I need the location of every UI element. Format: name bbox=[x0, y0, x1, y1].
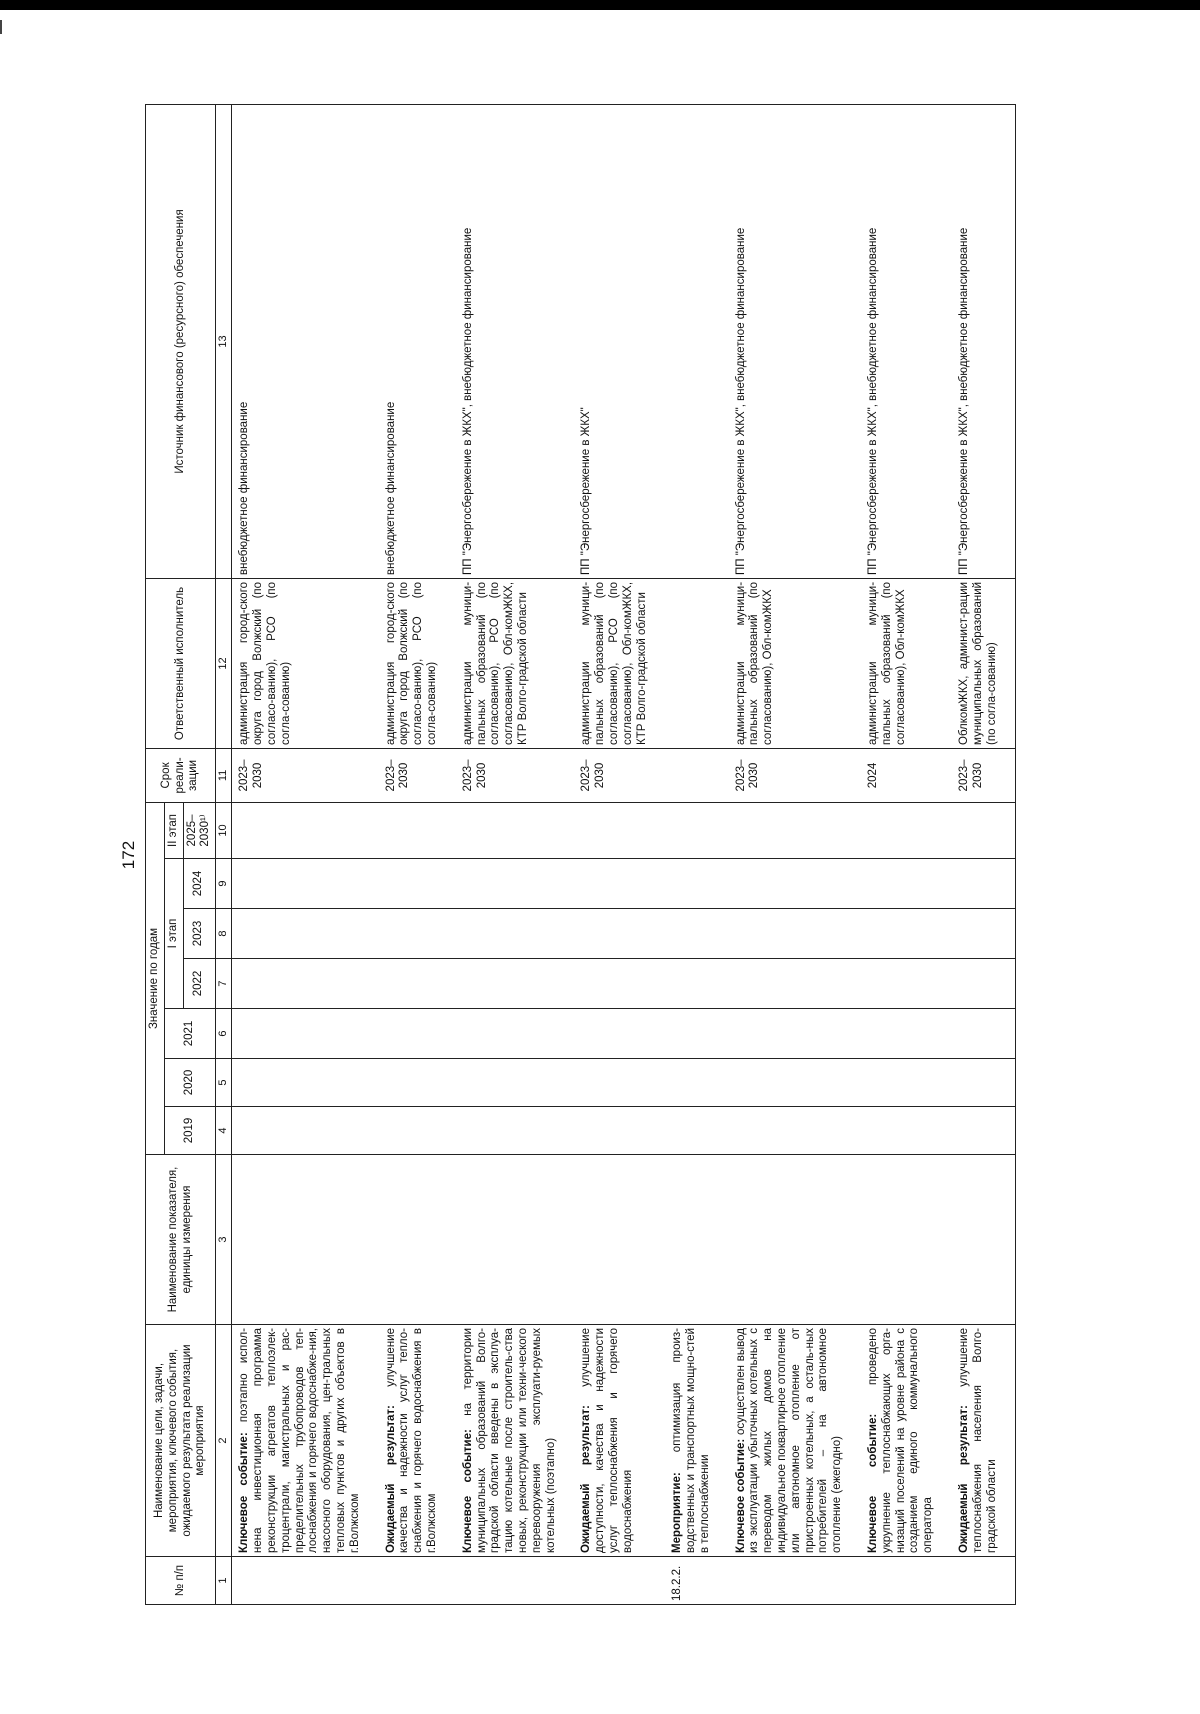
row-term: 2023–2030 bbox=[952, 748, 1016, 802]
row-term bbox=[665, 748, 728, 802]
row-term: 2023–2030 bbox=[456, 748, 575, 802]
row-label: Ожидаемый результат: bbox=[580, 1405, 593, 1553]
row-number bbox=[729, 1557, 861, 1605]
row-number bbox=[574, 1557, 665, 1605]
row-year-value bbox=[729, 802, 861, 858]
row-year-value bbox=[379, 959, 456, 1009]
row-year-value bbox=[665, 1107, 728, 1155]
row-indicator bbox=[665, 1155, 728, 1325]
row-description bbox=[574, 1325, 665, 1557]
row-year-value bbox=[379, 1059, 456, 1107]
row-label: Мероприятие: bbox=[671, 1472, 684, 1553]
row-year-value bbox=[665, 859, 728, 909]
table-row bbox=[379, 104, 456, 1604]
row-indicator bbox=[729, 1155, 861, 1325]
row-label: Ожидаемый результат: bbox=[958, 1405, 971, 1553]
row-year-value bbox=[379, 859, 456, 909]
row-executor: администрации муници-пальных образований (по согласованию), РСО (по согласованию), Обл-комЖКХ, КТР Волго-градской области bbox=[574, 578, 665, 748]
rotated-page bbox=[115, 105, 1155, 1605]
row-year-value bbox=[456, 1107, 575, 1155]
column-number: 9 bbox=[216, 859, 232, 909]
row-year-value bbox=[456, 1009, 575, 1059]
column-number: 11 bbox=[216, 748, 232, 802]
row-description bbox=[665, 1325, 728, 1557]
row-text: на территории муниципальных образований Волго-градской области введены в эксплуа-тацию котельные после строитель-ства новых, реконструкции или техни-ческого перевооружения эксплуати-руемых котельных (поэтапно) bbox=[461, 1327, 557, 1553]
row-label: Ожидаемый результат: bbox=[384, 1405, 397, 1553]
column-number: 10 bbox=[216, 802, 232, 858]
table-header bbox=[146, 104, 232, 1604]
row-term: 2023–2030 bbox=[729, 748, 861, 802]
action-plan-table bbox=[145, 104, 1016, 1605]
row-label: Ключевое событие: bbox=[238, 1432, 251, 1553]
row-year-value bbox=[574, 802, 665, 858]
table-row bbox=[861, 104, 952, 1604]
row-executor: ОблкомЖКХ, админист-рации муниципальных образований (по согла-сованию) bbox=[952, 578, 1016, 748]
row-indicator bbox=[232, 1155, 379, 1325]
row-year-value bbox=[379, 802, 456, 858]
row-text: улучшение качества и надежности услуг тепло-снабжения и горячего водоснабжения в г.Волжском bbox=[384, 1328, 438, 1553]
scan-top-border bbox=[0, 0, 1200, 10]
column-number: 12 bbox=[216, 578, 232, 748]
row-description bbox=[232, 1325, 379, 1557]
row-year-value bbox=[952, 959, 1016, 1009]
row-source: ПП "Энергосбережение в ЖКХ" bbox=[574, 104, 665, 578]
row-source: ПП "Энергосбережение в ЖКХ", внебюджетное финансирование bbox=[729, 104, 861, 578]
row-year-value bbox=[952, 1059, 1016, 1107]
table-row bbox=[574, 104, 665, 1604]
row-year-value bbox=[952, 802, 1016, 858]
table-row bbox=[952, 104, 1016, 1604]
row-year-value bbox=[574, 1059, 665, 1107]
row-text: улучшение доступности, качества и надежности услуг теплоснабжения и горячего водоснабжения bbox=[580, 1328, 634, 1553]
row-year-value bbox=[456, 1059, 575, 1107]
column-number: 2 bbox=[216, 1325, 232, 1557]
row-description bbox=[861, 1325, 952, 1557]
row-executor bbox=[665, 578, 728, 748]
row-description bbox=[456, 1325, 575, 1557]
header-2019: 2019 bbox=[164, 1107, 215, 1155]
row-year-value bbox=[861, 802, 952, 858]
row-year-value bbox=[952, 1107, 1016, 1155]
row-year-value bbox=[729, 1009, 861, 1059]
row-label: Ключевое событие: bbox=[461, 1429, 474, 1553]
row-term: 2023–2030 bbox=[232, 748, 379, 802]
column-number: 4 bbox=[216, 1107, 232, 1155]
row-indicator bbox=[456, 1155, 575, 1325]
row-term: 2024 bbox=[861, 748, 952, 802]
row-indicator bbox=[861, 1155, 952, 1325]
row-year-value bbox=[574, 1107, 665, 1155]
row-year-value bbox=[729, 1107, 861, 1155]
table-row bbox=[456, 104, 575, 1604]
row-year-value bbox=[861, 1107, 952, 1155]
row-year-value bbox=[456, 959, 575, 1009]
row-year-value bbox=[665, 1009, 728, 1059]
row-number bbox=[861, 1557, 952, 1605]
header-2022: 2022 bbox=[183, 959, 216, 1009]
header-stage-1: I этап bbox=[164, 859, 183, 1009]
column-number: 8 bbox=[216, 909, 232, 959]
row-year-value bbox=[232, 1107, 379, 1155]
row-source: внебюджетное финансирование bbox=[232, 104, 379, 578]
column-number-row bbox=[216, 104, 232, 1604]
row-year-value bbox=[232, 959, 379, 1009]
column-number: 3 bbox=[216, 1155, 232, 1325]
header-values-by-year: Значение по годам bbox=[146, 802, 165, 1154]
row-year-value bbox=[574, 909, 665, 959]
row-year-value bbox=[861, 1009, 952, 1059]
row-year-value bbox=[456, 909, 575, 959]
row-year-value bbox=[729, 909, 861, 959]
row-text: проведено укрупнение теплоснабжающих орга-низаций поселений на уровне района с созданием единого коммунального оператора bbox=[867, 1328, 935, 1553]
header-executor: Ответственный исполнитель bbox=[146, 578, 216, 748]
row-year-value bbox=[952, 909, 1016, 959]
row-year-value bbox=[379, 1107, 456, 1155]
row-year-value bbox=[232, 1009, 379, 1059]
row-year-value bbox=[232, 909, 379, 959]
row-text: улучшение теплоснабжения населения Волго-градской области bbox=[958, 1328, 998, 1553]
row-source: ПП "Энергосбережение в ЖКХ", внебюджетное финансирование bbox=[456, 104, 575, 578]
scan-edge-mark bbox=[0, 20, 2, 34]
header-2023: 2023 bbox=[183, 909, 216, 959]
row-executor: администрация город-ского округа город Волжский (по согласо-ванию), РСО (по согла-сованию) bbox=[232, 578, 379, 748]
row-source: внебюджетное финансирование bbox=[379, 104, 456, 578]
row-year-value bbox=[729, 859, 861, 909]
row-year-value bbox=[665, 802, 728, 858]
row-number bbox=[232, 1557, 379, 1605]
row-year-value bbox=[379, 1009, 456, 1059]
header-term: Срок реали-зации bbox=[146, 748, 216, 802]
table-row bbox=[729, 104, 861, 1604]
row-executor: администрации муници-пальных образований (по согласованию), Обл-комЖКХ bbox=[729, 578, 861, 748]
header-name: Наименование цели, задачи, мероприятия, ключевого события, ожидаемого результата реализации мероприятия bbox=[146, 1325, 216, 1557]
row-executor: администрация город-ского округа город Волжский (по согласо-ванию), РСО (по согла-сованию) bbox=[379, 578, 456, 748]
row-number bbox=[456, 1557, 575, 1605]
row-description bbox=[952, 1325, 1016, 1557]
row-year-value bbox=[861, 909, 952, 959]
header-indicator: Наименование показателя, единицы измерения bbox=[146, 1155, 216, 1325]
row-term: 2023–2030 bbox=[574, 748, 665, 802]
row-year-value bbox=[729, 1059, 861, 1107]
row-year-value bbox=[456, 859, 575, 909]
row-source bbox=[665, 104, 728, 578]
row-source: ПП "Энергосбережение в ЖКХ", внебюджетное финансирование bbox=[861, 104, 952, 578]
header-2020: 2020 bbox=[164, 1059, 215, 1107]
row-description bbox=[729, 1325, 861, 1557]
row-year-value bbox=[574, 859, 665, 909]
row-year-value bbox=[456, 802, 575, 858]
row-year-value bbox=[665, 1059, 728, 1107]
row-year-value bbox=[232, 1059, 379, 1107]
row-number: 18.2.2. bbox=[665, 1557, 728, 1605]
row-year-value bbox=[665, 909, 728, 959]
column-number: 13 bbox=[216, 104, 232, 578]
row-indicator bbox=[574, 1155, 665, 1325]
row-executor: администрации муници-пальных образований (по согласованию), РСО (по согласованию), Обл-комЖКХ, КТР Волго-градской области bbox=[456, 578, 575, 748]
row-label: Ключевое событие: bbox=[867, 1413, 880, 1553]
row-term: 2023–2030 bbox=[379, 748, 456, 802]
row-number bbox=[379, 1557, 456, 1605]
row-year-value bbox=[952, 1009, 1016, 1059]
header-source: Источник финансового (ресурсного) обеспечения bbox=[146, 104, 216, 578]
row-year-value bbox=[232, 802, 379, 858]
page-number: 172 bbox=[119, 840, 138, 870]
row-year-value bbox=[232, 859, 379, 909]
header-2024: 2024 bbox=[183, 859, 216, 909]
column-number: 5 bbox=[216, 1059, 232, 1107]
row-year-value bbox=[861, 959, 952, 1009]
row-number bbox=[952, 1557, 1016, 1605]
header-2025-2030: 2025–2030¹⁾ bbox=[183, 802, 216, 858]
table-row bbox=[232, 104, 379, 1604]
row-executor: администрации муници-пальных образований (по согласованию), Обл-комЖКХ bbox=[861, 578, 952, 748]
row-indicator bbox=[379, 1155, 456, 1325]
header-num: № п/п bbox=[146, 1557, 216, 1605]
row-text: поэтапно испол-нена инвестиционная программа реконструкции агрегатов теплоэлек-троцентрали, магистральных и рас-пределительных трубопроводов теп-лоснабжения и горячего водоснабже-ния, насосного оборудования, цен-тральных тепловых пунктов и других объектов в г.Волжском bbox=[238, 1327, 361, 1553]
row-indicator bbox=[952, 1155, 1016, 1325]
row-year-value bbox=[952, 859, 1016, 909]
column-number: 7 bbox=[216, 959, 232, 1009]
table-body bbox=[232, 104, 1016, 1604]
row-year-value bbox=[861, 859, 952, 909]
row-year-value bbox=[665, 959, 728, 1009]
row-year-value bbox=[729, 959, 861, 1009]
row-source: ПП "Энергосбережение в ЖКХ", внебюджетное финансирование bbox=[952, 104, 1016, 578]
row-text: осуществлен вывод из эксплуатации убыточных котельных с переводом жилых домов на индивидуальное поквартирное отопление или автономное отопление от пристроенных котельных, а осталь-ных потребителей – на автономное отопление (ежегодно) bbox=[734, 1328, 844, 1553]
row-year-value bbox=[574, 1009, 665, 1059]
row-text: оптимизация произ-водственных и транспортных мощно-стей в теплоснабжении bbox=[671, 1328, 711, 1553]
header-2021: 2021 bbox=[164, 1009, 215, 1059]
column-number: 6 bbox=[216, 1009, 232, 1059]
column-number: 1 bbox=[216, 1557, 232, 1605]
row-label: Ключевое событие: bbox=[734, 1438, 747, 1553]
row-year-value bbox=[574, 959, 665, 1009]
row-description bbox=[379, 1325, 456, 1557]
header-stage-2: II этап bbox=[164, 802, 183, 858]
table-row bbox=[665, 104, 728, 1604]
row-year-value bbox=[861, 1059, 952, 1107]
row-year-value bbox=[379, 909, 456, 959]
